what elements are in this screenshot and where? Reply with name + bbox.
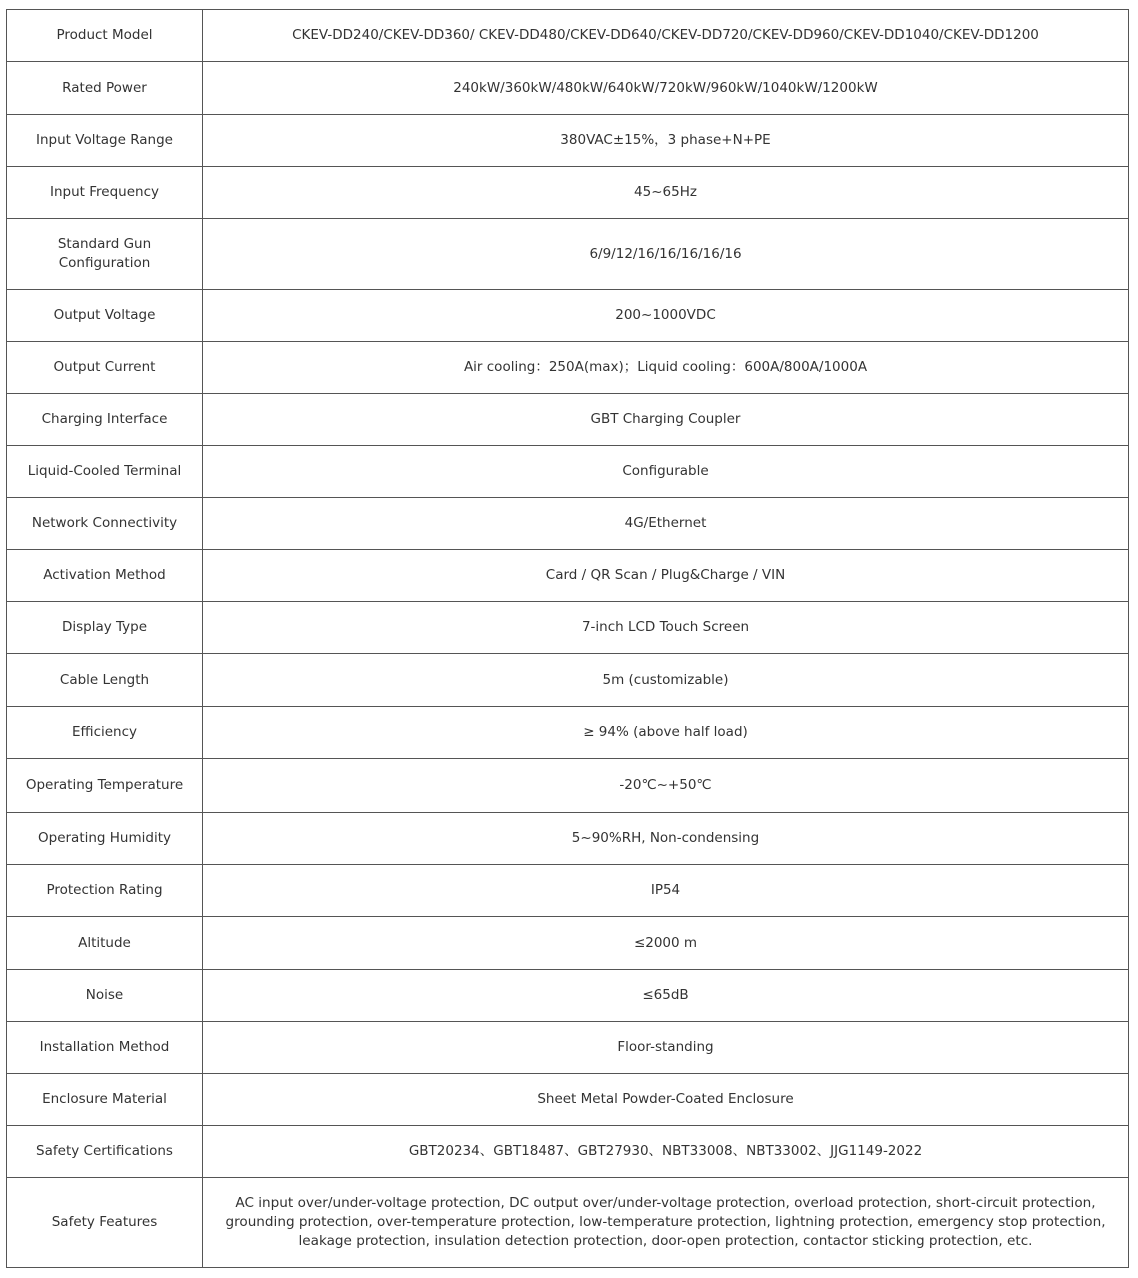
- spec-label: Rated Power: [7, 62, 203, 115]
- table-row: [7, 1178, 1129, 1268]
- spec-value: 45~65Hz: [203, 167, 1129, 219]
- table-row: [7, 446, 1129, 498]
- table-row: [7, 1074, 1129, 1126]
- spec-label: Output Current: [7, 342, 203, 394]
- table-row: [7, 550, 1129, 602]
- spec-label: Efficiency: [7, 707, 203, 759]
- spec-value: ≤2000 m: [203, 917, 1129, 970]
- spec-label: Operating Humidity: [7, 813, 203, 865]
- spec-label: Input Voltage Range: [7, 115, 203, 167]
- spec-label: Product Model: [7, 10, 203, 62]
- spec-label: Safety Certifications: [7, 1126, 203, 1178]
- spec-label: Installation Method: [7, 1022, 203, 1074]
- spec-value: CKEV-DD240/CKEV-DD360/ CKEV-DD480/CKEV-DD640/CKEV-DD720/CKEV-DD960/CKEV-DD1040/CKEV-DD1200: [203, 10, 1129, 62]
- table-row: [7, 219, 1129, 290]
- table-row: [7, 865, 1129, 917]
- table-row: [7, 394, 1129, 446]
- spec-value: Card / QR Scan / Plug&Charge / VIN: [203, 550, 1129, 602]
- spec-label: Display Type: [7, 602, 203, 654]
- table-row: [7, 654, 1129, 707]
- spec-value: 5~90%RH, Non-condensing: [203, 813, 1129, 865]
- spec-value: -20℃~+50℃: [203, 759, 1129, 813]
- spec-value: 7-inch LCD Touch Screen: [203, 602, 1129, 654]
- table-row: [7, 290, 1129, 342]
- table-row: [7, 970, 1129, 1022]
- spec-label: Input Frequency: [7, 167, 203, 219]
- spec-label: Safety Features: [7, 1178, 203, 1268]
- table-row: [7, 813, 1129, 865]
- table-row: [7, 167, 1129, 219]
- spec-value: Air cooling：250A(max)；Liquid cooling：600A/800A/1000A: [203, 342, 1129, 394]
- spec-label: Activation Method: [7, 550, 203, 602]
- spec-label: Cable Length: [7, 654, 203, 707]
- table-row: [7, 62, 1129, 115]
- spec-label: Protection Rating: [7, 865, 203, 917]
- spec-value: Configurable: [203, 446, 1129, 498]
- spec-value: Floor-standing: [203, 1022, 1129, 1074]
- spec-value: GBT Charging Coupler: [203, 394, 1129, 446]
- spec-label: Charging Interface: [7, 394, 203, 446]
- table-row: [7, 115, 1129, 167]
- table-row: [7, 707, 1129, 759]
- spec-label: Standard Gun Configuration: [7, 219, 203, 290]
- spec-value: IP54: [203, 865, 1129, 917]
- spec-value: ≤65dB: [203, 970, 1129, 1022]
- spec-value: 380VAC±15%，3 phase+N+PE: [203, 115, 1129, 167]
- spec-label: Operating Temperature: [7, 759, 203, 813]
- table-row: [7, 342, 1129, 394]
- spec-value: 200~1000VDC: [203, 290, 1129, 342]
- spec-label: Altitude: [7, 917, 203, 970]
- table-row: [7, 602, 1129, 654]
- spec-value: AC input over/under-voltage protection, DC output over/under-voltage protection, overload protection, short-circuit protection, grounding protection, over-temperature protection, low-temperature protection, lightning protection, emergency stop protection, leakage protection, insulation detection protection, door-open protection, contactor sticking protection, etc.: [203, 1178, 1129, 1268]
- spec-label: Network Connectivity: [7, 498, 203, 550]
- table-row: [7, 498, 1129, 550]
- spec-value: 240kW/360kW/480kW/640kW/720kW/960kW/1040kW/1200kW: [203, 62, 1129, 115]
- spec-value: 4G/Ethernet: [203, 498, 1129, 550]
- spec-value: GBT20234、GBT18487、GBT27930、NBT33008、NBT33002、JJG1149-2022: [203, 1126, 1129, 1178]
- spec-value: 6/9/12/16/16/16/16/16: [203, 219, 1129, 290]
- spec-table: [6, 9, 1129, 1268]
- table-row: [7, 1126, 1129, 1178]
- table-row: [7, 10, 1129, 62]
- spec-value: 5m (customizable): [203, 654, 1129, 707]
- table-row: [7, 917, 1129, 970]
- spec-label: Liquid-Cooled Terminal: [7, 446, 203, 498]
- table-row: [7, 1022, 1129, 1074]
- table-row: [7, 759, 1129, 813]
- spec-value: ≥ 94% (above half load): [203, 707, 1129, 759]
- spec-label: Output Voltage: [7, 290, 203, 342]
- spec-label: Enclosure Material: [7, 1074, 203, 1126]
- spec-value: Sheet Metal Powder-Coated Enclosure: [203, 1074, 1129, 1126]
- spec-label: Noise: [7, 970, 203, 1022]
